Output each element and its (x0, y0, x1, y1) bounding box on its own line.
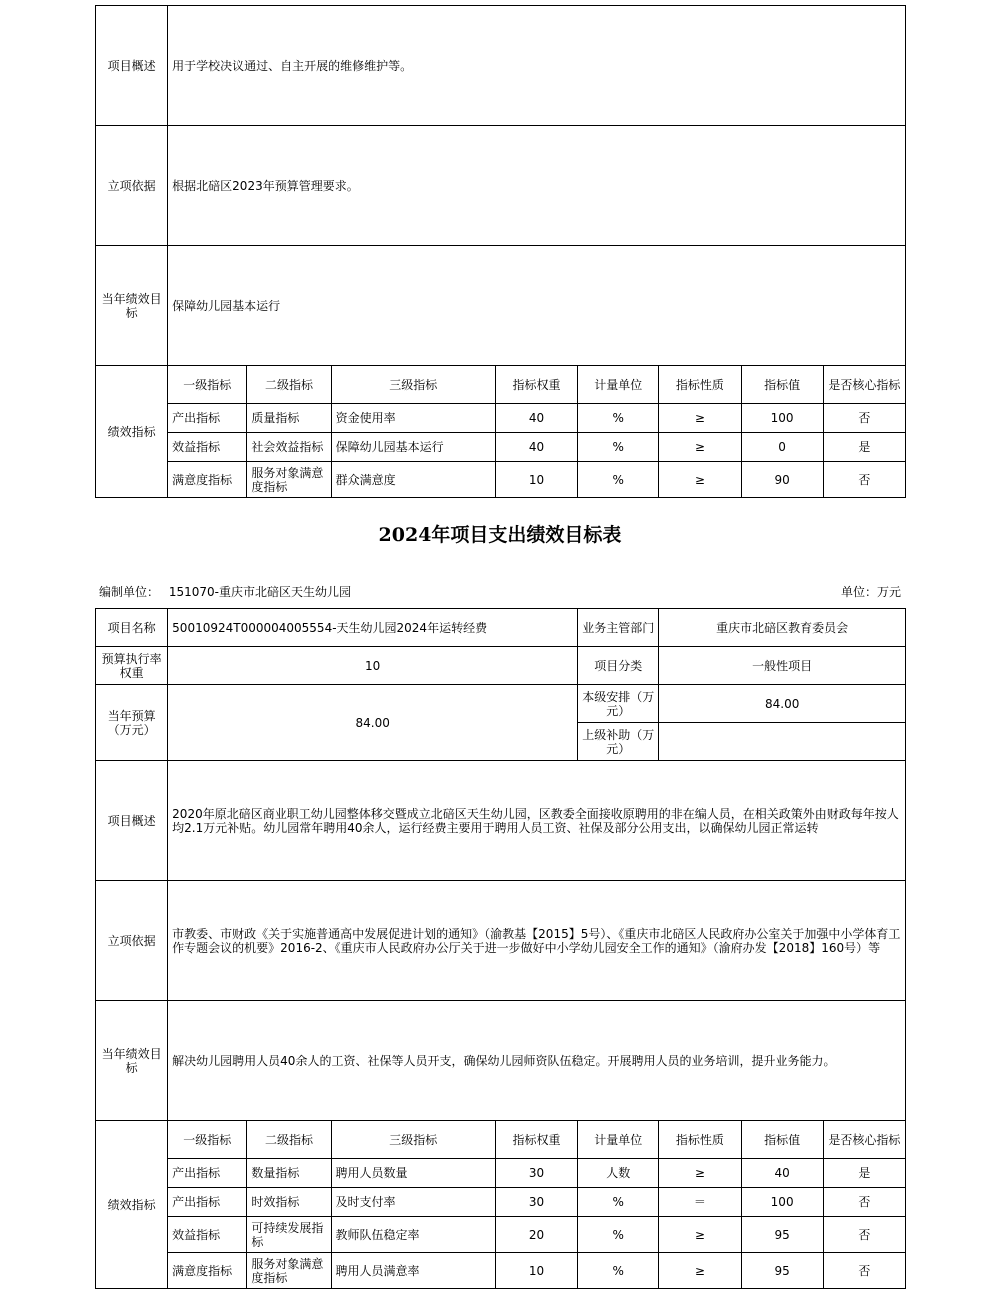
indicator-cell: 聘用人员数量 (331, 1159, 495, 1188)
budget-label: 当年预算（万元） (96, 685, 168, 761)
upper-project-table (95, 5, 906, 498)
header-cell: 一级指标 (168, 1121, 247, 1159)
header-cell: 计量单位 (578, 1121, 659, 1159)
indicator-cell: 满意度指标 (168, 462, 247, 498)
indicator-cell: 100 (741, 1188, 823, 1217)
indicator-cell: 服务对象满意度指标 (247, 1253, 331, 1289)
indicator-cell: 100 (741, 404, 823, 433)
upper-subsidy-label: 上级补助（万元） (578, 723, 659, 761)
header-cell: 是否核心指标 (823, 1121, 905, 1159)
category-label: 项目分类 (578, 647, 659, 685)
indicator-cell: 可持续发展指标 (247, 1217, 331, 1253)
header-cell: 指标权重 (495, 366, 577, 404)
dept-value: 重庆市北碚区教育委员会 (659, 609, 906, 647)
category-value: 一般性项目 (659, 647, 906, 685)
indicator-cell: 资金使用率 (331, 404, 495, 433)
prepared-by-value: 151070-重庆市北碚区天生幼儿园 (168, 585, 351, 599)
indicator-cell: 10 (495, 1253, 577, 1289)
indicator-cell: 聘用人员满意率 (331, 1253, 495, 1289)
indicator-cell: 产出指标 (168, 1159, 247, 1188)
indicator-cell: ≥ (659, 1217, 741, 1253)
row-label-overview: 项目概述 (96, 761, 168, 881)
basis-text: 根据北碚区2023年预算管理要求。 (168, 126, 906, 246)
row-label-basis: 立项依据 (96, 126, 168, 246)
indicator-cell: % (578, 404, 659, 433)
document-title: 2024年项目支出绩效目标表 (378, 524, 622, 546)
goal-text: 保障幼儿园基本运行 (168, 246, 906, 366)
header-cell: 三级指标 (331, 366, 495, 404)
indicator-cell: 及时支付率 (331, 1188, 495, 1217)
indicator-cell: % (578, 1253, 659, 1289)
indicator-cell: 40 (741, 1159, 823, 1188)
indicator-cell: 95 (741, 1217, 823, 1253)
dept-label: 业务主管部门 (578, 609, 659, 647)
project-name: 50010924T000004005554-天生幼儿园2024年运转经费 (168, 609, 578, 647)
indicator-cell: 20 (495, 1217, 577, 1253)
header-cell: 计量单位 (578, 366, 659, 404)
indicator-cell: ≥ (659, 1253, 741, 1289)
indicator-cell: 是 (823, 1159, 905, 1188)
row-label-overview: 项目概述 (96, 6, 168, 126)
indicator-cell: 10 (495, 462, 577, 498)
indicator-cell: ≥ (659, 1159, 741, 1188)
indicator-cell: 保障幼儿园基本运行 (331, 433, 495, 462)
local-value: 84.00 (659, 685, 906, 723)
header-cell: 二级指标 (247, 366, 331, 404)
exec-weight-value: 10 (168, 647, 578, 685)
indicator-cell: 是 (823, 433, 905, 462)
indicator-cell: % (578, 1188, 659, 1217)
indicator-cell: % (578, 462, 659, 498)
indicator-cell: 时效指标 (247, 1188, 331, 1217)
indicator-cell: 群众满意度 (331, 462, 495, 498)
indicator-cell: ≥ (659, 433, 741, 462)
indicator-cell: ＝ (659, 1188, 741, 1217)
indicator-cell: 效益指标 (168, 433, 247, 462)
indicator-cell: 产出指标 (168, 1188, 247, 1217)
overview-text: 用于学校决议通过、自主开展的维修维护等。 (168, 6, 906, 126)
row-label-goal: 当年绩效目标 (96, 1001, 168, 1121)
project-name-label: 项目名称 (96, 609, 168, 647)
indicator-cell: 否 (823, 462, 905, 498)
indicator-cell: 教师队伍稳定率 (331, 1217, 495, 1253)
indicator-cell: 30 (495, 1188, 577, 1217)
indicator-cell: 满意度指标 (168, 1253, 247, 1289)
indicator-cell: % (578, 1217, 659, 1253)
indicator-cell: ≥ (659, 462, 741, 498)
basis-text: 市教委、市财政《关于实施普通高中发展促进计划的通知》（渝教基【2015】5号）、《重庆市北碚区人民政府办公室关于加强中小学体育工作专题会议的机要》2016-2、《重庆市人民政府办公厅关于进一步做好中小学幼儿园安全工作的通知》（渝府办发【2018】160号）等 (168, 881, 906, 1001)
perf-label: 绩效指标 (96, 366, 168, 498)
indicator-cell: 否 (823, 1253, 905, 1289)
upper-subsidy-value (659, 723, 906, 761)
indicator-cell: 否 (823, 1217, 905, 1253)
header-cell: 一级指标 (168, 366, 247, 404)
overview-text: 2020年原北碚区商业职工幼儿园整体移交暨成立北碚区天生幼儿园，区教委全面接收原聘用的非在编人员，在相关政策外由财政每年按人均2.1万元补贴。幼儿园常年聘用40余人，运行经费主要用于聘用人员工资、社保及部分公用支出，以确保幼儿园正常运转 (168, 761, 906, 881)
indicator-cell: 数量指标 (247, 1159, 331, 1188)
exec-weight-label: 预算执行率权重 (96, 647, 168, 685)
header-cell: 指标性质 (659, 366, 741, 404)
row-label-basis: 立项依据 (96, 881, 168, 1001)
header-cell: 指标性质 (659, 1121, 741, 1159)
currency-unit: 单位：万元 (840, 585, 901, 599)
indicator-cell: 否 (823, 1188, 905, 1217)
indicator-cell: 90 (741, 462, 823, 498)
header-cell: 二级指标 (247, 1121, 331, 1159)
header-cell: 三级指标 (331, 1121, 495, 1159)
indicator-cell: 0 (741, 433, 823, 462)
perf-label: 绩效指标 (96, 1121, 168, 1289)
local-label: 本级安排（万元） (578, 685, 659, 723)
header-cell: 是否核心指标 (823, 366, 905, 404)
indicator-cell: 否 (823, 404, 905, 433)
project-table (95, 608, 906, 1289)
prepared-by (99, 583, 351, 600)
indicator-cell: % (578, 433, 659, 462)
indicator-cell: ≥ (659, 404, 741, 433)
indicator-cell: 质量指标 (247, 404, 331, 433)
indicator-cell: 95 (741, 1253, 823, 1289)
prepared-by-label: 编制单位： (99, 585, 160, 599)
indicator-cell: 产出指标 (168, 404, 247, 433)
header-cell: 指标值 (741, 1121, 823, 1159)
goal-text: 解决幼儿园聘用人员40余人的工资、社保等人员开支，确保幼儿园师资队伍稳定。开展聘用人员的业务培训，提升业务能力。 (168, 1001, 906, 1121)
indicator-cell: 服务对象满意度指标 (247, 462, 331, 498)
budget-value: 84.00 (168, 685, 578, 761)
indicator-cell: 效益指标 (168, 1217, 247, 1253)
row-label-goal: 当年绩效目标 (96, 246, 168, 366)
indicator-cell: 40 (495, 404, 577, 433)
header-cell: 指标值 (741, 366, 823, 404)
header-cell: 指标权重 (495, 1121, 577, 1159)
indicator-cell: 30 (495, 1159, 577, 1188)
indicator-cell: 社会效益指标 (247, 433, 331, 462)
indicator-cell: 40 (495, 433, 577, 462)
indicator-cell: 人数 (578, 1159, 659, 1188)
